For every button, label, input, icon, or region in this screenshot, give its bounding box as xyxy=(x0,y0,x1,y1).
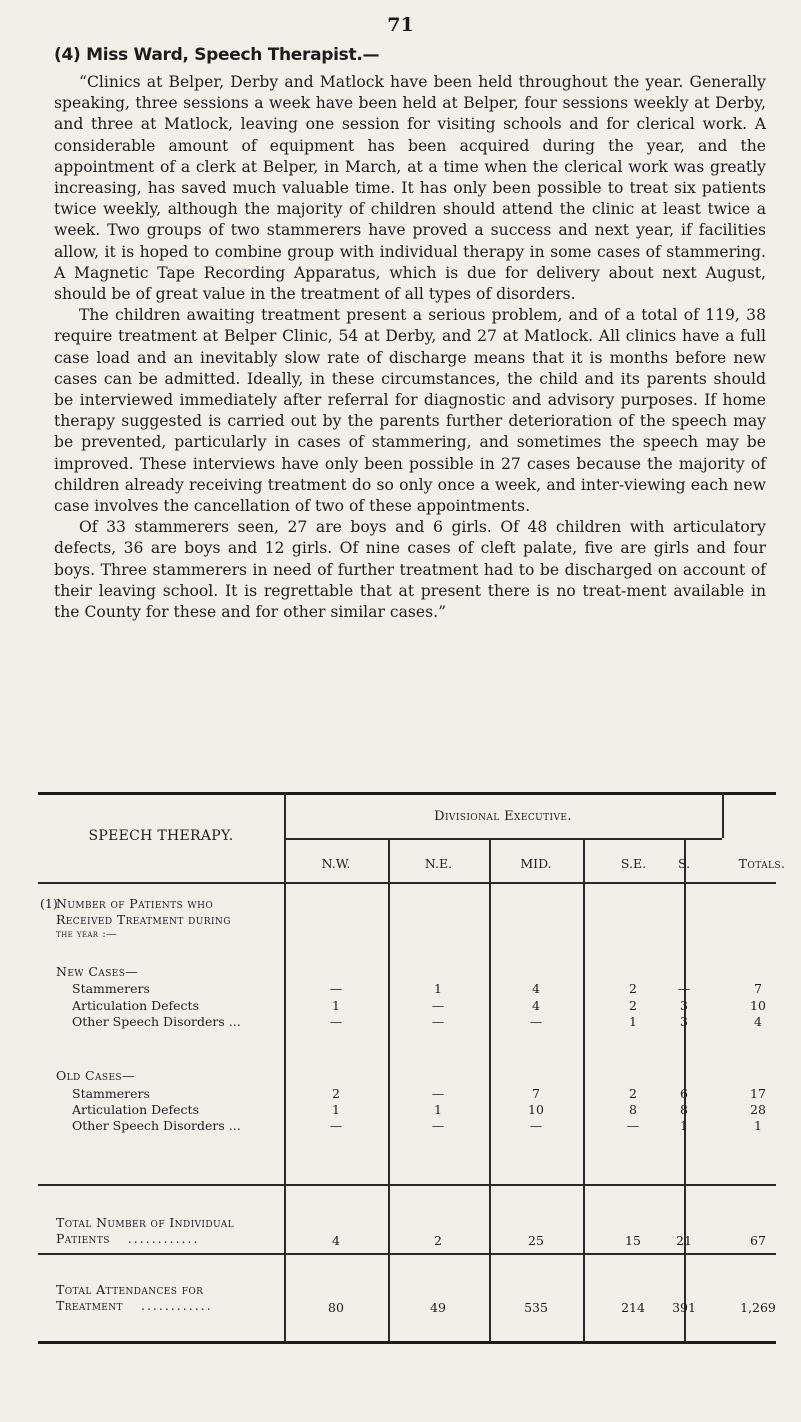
table-cell: 4 xyxy=(754,1014,762,1029)
paragraph-2: The children awaiting treatment present a serious problem, and of a total of 119, 38 require treatment at Belper Clinic, 54 at Derby, and 27 at Matlock. All clinics have a full case load and an inevitably slow rate of discharge means that it is months before new cases can be admitted. Ideally, in these circumstances, the child and its parents should be interviewed immediately after referral for diagnostic and advisory purposes. If home therapy suggested is carried out by the parents further deterioration of the speech may be prevented, particularly in cases of stammering, and sometimes the speech may be improved. These interviews have only been possible in 27 cases because the majority of children already receiving treatment do so only once a week, and inter-viewing each new case involves the cancellation of two of these appointments. xyxy=(54,306,766,516)
table-bottom-rule xyxy=(38,1341,776,1344)
total-attendances-cell: 80 xyxy=(328,1300,344,1315)
report-text xyxy=(54,72,766,623)
table-cell: 7 xyxy=(754,981,762,996)
table-cell: 8 xyxy=(680,1102,688,1117)
table-cell: 3 xyxy=(680,998,688,1013)
total-patients-cell: 4 xyxy=(332,1233,340,1248)
table-cell: 28 xyxy=(750,1102,766,1117)
table-cell: 17 xyxy=(750,1086,766,1101)
paragraph-3: Of 33 stammerers seen, 27 are boys and 6 girls. Of 48 children with articulatory defects, 36 are boys and 12 girls. Of nine cases of cleft palate, five are girls and four boys. Three stammerers in need of further treatment had to be discharged on account of their leaving school. It is regrettable that at present there is no treat-ment available in the County for these and for other similar cases.” xyxy=(54,518,766,622)
paragraph-1: “Clinics at Belper, Derby and Matlock have been held throughout the year. Generally speaking, three sessions a week have been held at Belper, four sessions weekly at Derby, and three at Matlock, leaving one session for visiting schools and for clerical work. A considerable amount of equipment has been acquired during the year, and the appointment of a clerk at Belper, in March, at a time when the clerical work was greatly increasing, has saved much valuable time. It has only been possible to treat six patients twice weekly, although the majority of children should attend the clinic at least twice a week. Two groups of two stammerers have proved a success and next year, if facilities allow, it is hoped to combine group with individual therapy in some cases of stammering. A Magnetic Tape Recording Apparatus, which is due for delivery about next August, should be of great value in the treatment of all types of disorders. xyxy=(54,73,766,304)
table-cell: — xyxy=(431,1118,445,1133)
table-cell: 10 xyxy=(750,998,766,1013)
table-cell: 4 xyxy=(532,998,540,1013)
new-cases-label: New Cases— xyxy=(56,964,139,979)
table-cell: — xyxy=(677,981,691,996)
total-attendances-cell: 391 xyxy=(672,1300,696,1315)
section-number: (1) xyxy=(40,896,58,911)
section-label-line: the year :— xyxy=(56,928,118,940)
total-attendances-cell: 49 xyxy=(430,1300,446,1315)
table-cell: 1 xyxy=(629,1014,637,1029)
new-cases-row-label: Stammerers xyxy=(72,981,150,996)
section-label-line: Received Treatment during xyxy=(56,912,231,927)
column-header-ne: N.E. xyxy=(424,856,453,871)
column-header-se: S.E. xyxy=(620,856,647,871)
total-patients-cell: 67 xyxy=(750,1233,766,1248)
table-cell: 1 xyxy=(434,1102,442,1117)
total-attendances-label: Total Attendances for xyxy=(56,1282,204,1297)
speech-therapy-table xyxy=(38,792,786,1344)
table-divider xyxy=(489,838,491,1341)
table-cell: 6 xyxy=(680,1086,688,1101)
table-cell: 2 xyxy=(629,998,637,1013)
section-heading: (4) Miss Ward, Speech Therapist.— xyxy=(54,45,380,65)
total-patients-cell: 21 xyxy=(676,1233,692,1248)
total-patients-cell: 15 xyxy=(625,1233,641,1248)
table-top-rule xyxy=(38,792,776,795)
table-cell: 8 xyxy=(629,1102,637,1117)
table-cell: 2 xyxy=(629,1086,637,1101)
table-cell: 1 xyxy=(434,981,442,996)
table-cell: 1 xyxy=(754,1118,762,1133)
total-attendances-label: Treatment ............ xyxy=(56,1298,213,1313)
table-cell: 4 xyxy=(532,981,540,996)
table-divider xyxy=(722,792,724,838)
old-cases-label: Old Cases— xyxy=(56,1068,135,1083)
table-cell: — xyxy=(329,981,343,996)
new-cases-row-label: Articulation Defects xyxy=(72,998,199,1013)
total-patients-cell: 2 xyxy=(434,1233,442,1248)
table-cell: — xyxy=(529,1118,543,1133)
table-header-line xyxy=(284,838,722,840)
column-header-s: S. xyxy=(677,856,691,871)
old-cases-row-label: Articulation Defects xyxy=(72,1102,199,1117)
table-section-line xyxy=(38,1253,776,1255)
table-header-line xyxy=(38,882,776,884)
total-patients-label: Total Number of Individual xyxy=(56,1215,234,1230)
table-cell: — xyxy=(431,998,445,1013)
old-cases-row-label: Other Speech Disorders ... xyxy=(72,1118,241,1133)
total-attendances-cell: 214 xyxy=(621,1300,645,1315)
table-cell: 1 xyxy=(332,1102,340,1117)
total-patients-cell: 25 xyxy=(528,1233,544,1248)
page-number: 71 xyxy=(387,14,414,36)
table-cell: 3 xyxy=(680,1014,688,1029)
total-patients-label: Patients ............ xyxy=(56,1231,200,1246)
table-cell: 7 xyxy=(532,1086,540,1101)
old-cases-row-label: Stammerers xyxy=(72,1086,150,1101)
column-header-nw: N.W. xyxy=(321,856,351,871)
group-header: Divisional Executive. xyxy=(434,809,572,824)
table-cell: 2 xyxy=(629,981,637,996)
total-attendances-cell: 535 xyxy=(524,1300,548,1315)
table-cell: — xyxy=(626,1118,640,1133)
table-cell: — xyxy=(529,1014,543,1029)
table-cell: 10 xyxy=(528,1102,544,1117)
table-divider xyxy=(583,838,585,1341)
table-section-line xyxy=(38,1184,776,1186)
new-cases-row-label: Other Speech Disorders ... xyxy=(72,1014,241,1029)
table-cell: — xyxy=(431,1014,445,1029)
section-label-line: Number of Patients who xyxy=(56,896,214,911)
table-cell: 1 xyxy=(680,1118,688,1133)
table-divider xyxy=(284,792,286,1341)
table-cell: — xyxy=(329,1118,343,1133)
table-cell: 2 xyxy=(332,1086,340,1101)
table-cell: 1 xyxy=(332,998,340,1013)
column-header-totals: Totals. xyxy=(738,856,786,871)
total-attendances-cell: 1,269 xyxy=(740,1300,776,1315)
table-divider xyxy=(388,838,390,1341)
table-cell: — xyxy=(329,1014,343,1029)
table-cell: — xyxy=(431,1086,445,1101)
table-title: SPEECH THERAPY. xyxy=(88,828,234,844)
column-header-mid: MID. xyxy=(520,856,552,871)
